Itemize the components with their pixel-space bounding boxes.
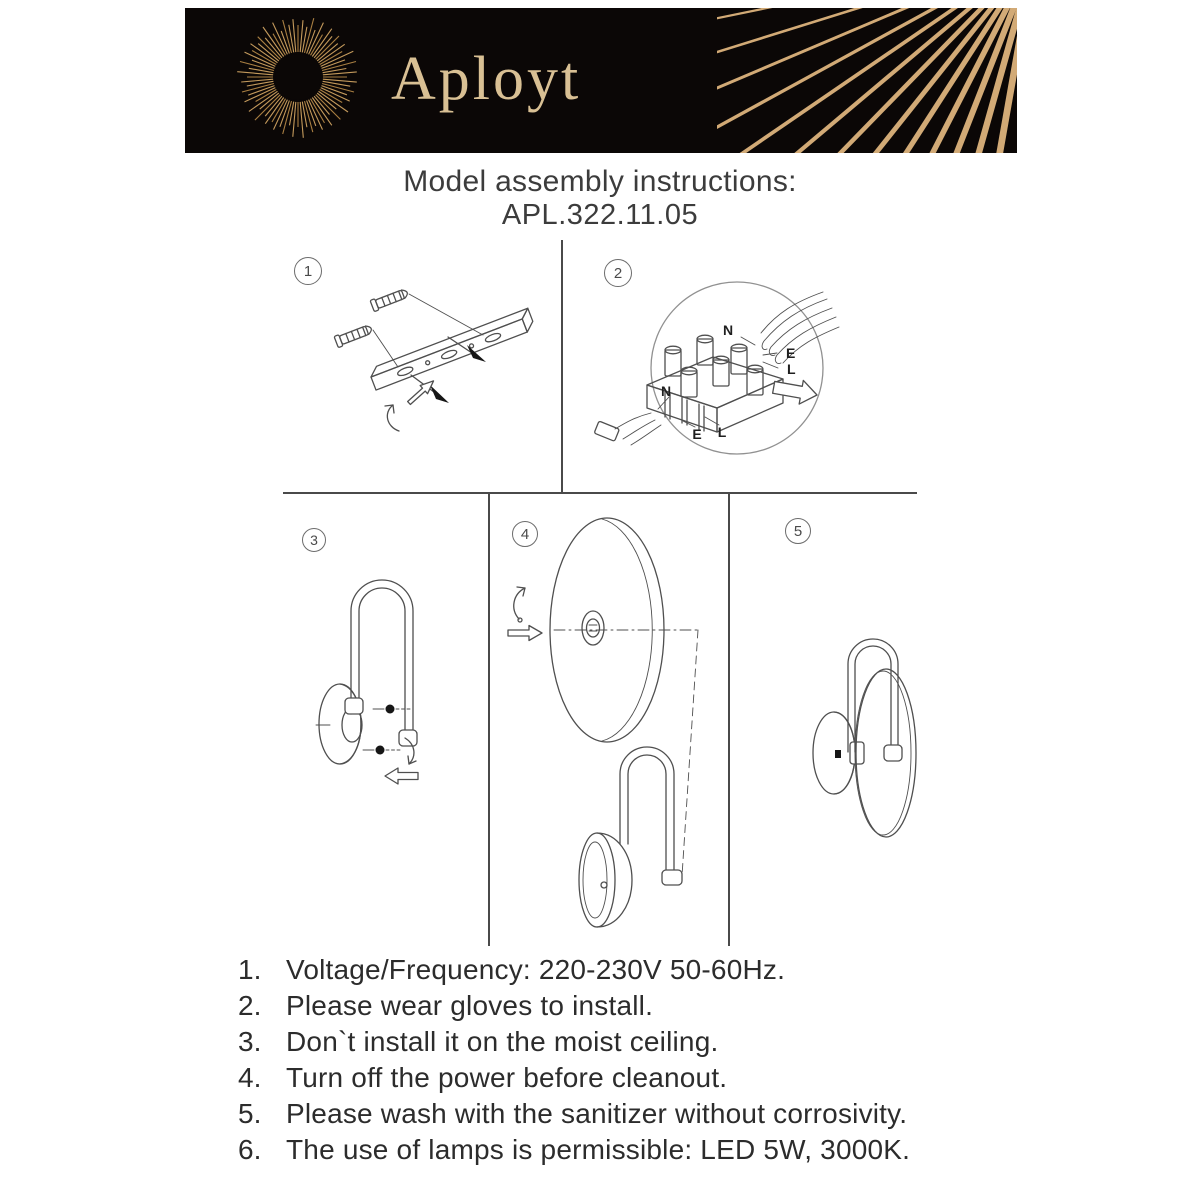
wire-label-out-l: L	[717, 424, 727, 440]
banner-rays-icon	[717, 8, 1017, 153]
instruction-text: Turn off the power before cleanout.	[286, 1062, 728, 1093]
step3-number: 3	[310, 532, 318, 548]
step1-badge	[294, 257, 322, 285]
step5-diagram	[732, 498, 917, 940]
instruction-item	[238, 1024, 1078, 1060]
sunburst-center	[275, 54, 321, 100]
instruction-text: Don`t install it on the moist ceiling.	[286, 1026, 719, 1057]
instruction-item	[238, 1096, 1078, 1132]
step5-number: 5	[793, 522, 803, 540]
instruction-item	[238, 1060, 1078, 1096]
step1-number: 1	[303, 262, 313, 280]
step3-diagram	[285, 498, 485, 940]
step4-diagram	[492, 498, 726, 948]
safety-instructions	[238, 952, 1078, 1168]
instruction-number: 6.	[238, 1134, 262, 1165]
instruction-number: 2.	[238, 990, 262, 1021]
fan-rays	[717, 8, 1017, 153]
brand-name: Aployt	[391, 45, 582, 113]
model-number: APL.322.11.05	[501, 199, 699, 231]
step4-badge	[512, 521, 538, 547]
instruction-number: 5.	[238, 1098, 262, 1129]
step1-diagram	[283, 245, 563, 495]
wire-label-in-e: E	[786, 345, 796, 361]
instruction-item	[238, 952, 1078, 988]
instruction-text: Voltage/Frequency: 220-230V 50-60Hz.	[286, 954, 786, 985]
instruction-text: Please wear gloves to install.	[286, 990, 654, 1021]
panel-divider-vertical-left	[488, 494, 490, 946]
brand-banner	[185, 8, 1017, 153]
wire-label-in-l: L	[787, 361, 796, 377]
step5-badge	[785, 518, 811, 544]
sunburst-logo-icon	[228, 8, 368, 147]
step2-number: 2	[613, 264, 623, 282]
wire-label-out-n: N	[660, 383, 672, 399]
step4-number: 4	[520, 525, 530, 543]
instruction-number: 4.	[238, 1062, 262, 1093]
step2-badge	[604, 259, 632, 287]
instruction-text: Please wash with the sanitizer without corrosivity.	[286, 1098, 908, 1129]
instruction-text: The use of lamps is permissible: LED 5W, 3000K.	[286, 1134, 911, 1165]
instruction-item	[238, 1132, 1078, 1168]
page-title: Model assembly instructions:	[403, 165, 797, 198]
step3-badge	[302, 528, 326, 552]
instruction-item	[238, 988, 1078, 1024]
instruction-number: 1.	[238, 954, 262, 985]
instruction-number: 3.	[238, 1026, 262, 1057]
wire-label-out-e: E	[692, 426, 702, 442]
wire-label-in-n: N	[722, 322, 734, 338]
panel-divider-vertical-right	[728, 494, 730, 946]
